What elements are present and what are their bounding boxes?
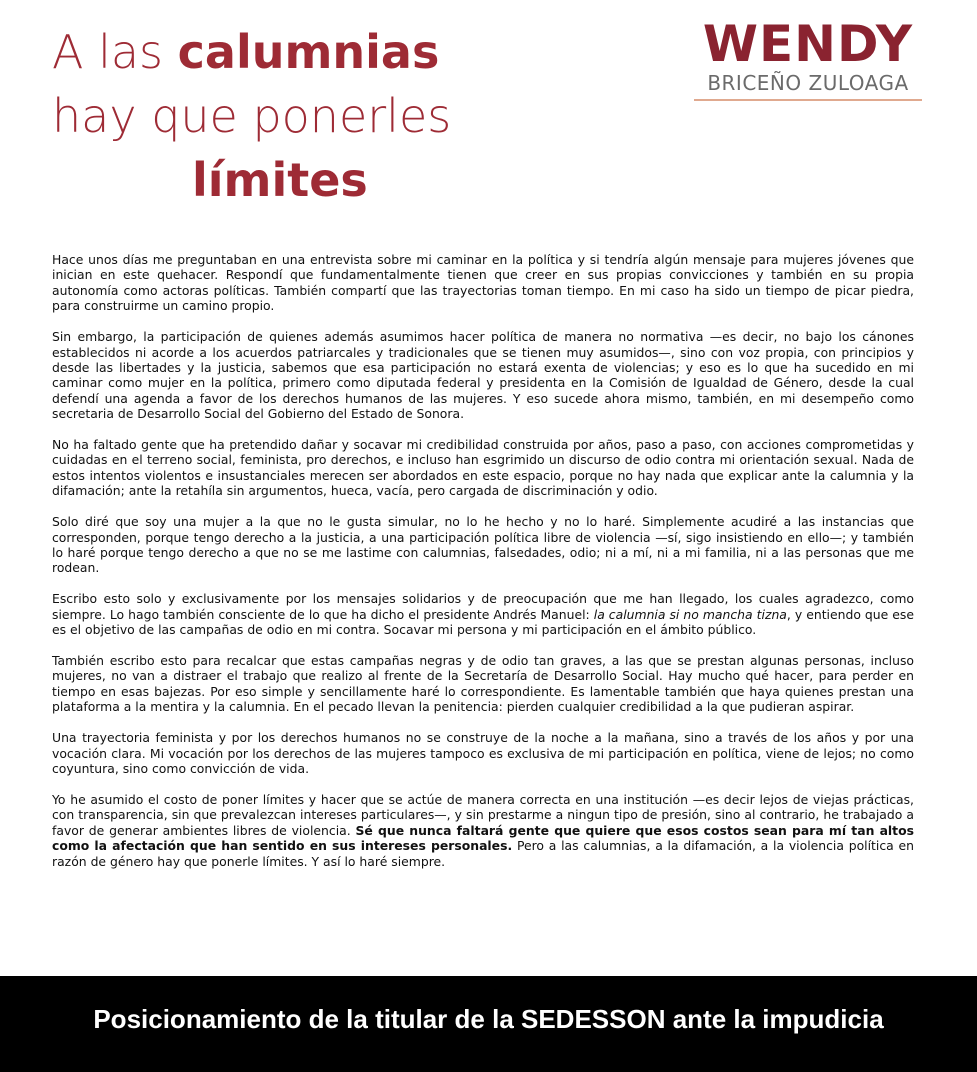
letter-body [52, 252, 914, 884]
paragraph-5-text-end: , y entiendo que ese es el objetivo de las campañas de odio en mi contra. Socavar mi persona y mi participación en el ámbito público. [52, 606, 914, 638]
paragraph-5 [52, 591, 914, 637]
brand-name: WENDY [702, 15, 914, 73]
caption-text: Posicionamiento de la titular de la SEDESSON ante la impudicia [93, 1003, 884, 1034]
paragraph-7: Una trayectoria feminista y por los derechos humanos no se construye de la noche a la mañana, sino a través de los años y por una vocación clara. Mi vocación por los derechos de las mujeres tampoco es exclusiva de mi participación en política, viene de lejos; no como coyuntura, sino como convicción de vida. [52, 730, 914, 776]
paragraph-1: Hace unos días me preguntaban en una entrevista sobre mi caminar en la política y si tendría algún mensaje para mujeres jóvenes que inician en este quehacer. Respondí que fundamentalmente tienen que creer en sus propias convicciones y también en su propia autonomía como actoras políticas. También compartí que las trayectorias toman tiempo. En mi caso ha sido un tiempo de picar piedra, para construirme un camino propio. [52, 252, 914, 314]
paragraph-8-bold: Sé que nunca faltará gente que quiere que esos costos sean para mí tan altos como la afectación que han sentido en sus intereses personales. [52, 822, 914, 854]
headline-line-1 [52, 20, 532, 84]
brand-logo [692, 15, 924, 101]
paragraph-5-text: Escribo esto solo y exclusivamente por los mensajes solidarios y de preocupación que me han llegado, los cuales agradezco, como siempre. Lo hago también consciente de lo que ha dicho el presidente Andrés Manuel: [52, 591, 914, 622]
paragraph-8-text-end: Pero a las calumnias, a la difamación, a la violencia política en razón de género hay que ponerle límites. Y así lo haré siempre. [52, 838, 915, 869]
headline-line-2: hay que ponerles [52, 89, 452, 143]
quote-italic: la calumnia si no mancha tizna [593, 606, 787, 622]
headline [52, 20, 532, 212]
headline-emphasis: calumnias [177, 25, 440, 79]
headline-emphasis-2: límites [192, 153, 368, 207]
paragraph-8-text: Yo he asumido el costo de poner límites y hacer que se actúe de manera correcta en una institución —es decir lejos de viejas prácticas, con transparencia, sin que prevalezcan intereses particulares—, y sin prestarme a ningun tipo de presión, sino al contrario, he trabajado a favor de generar ambientes libres de violencia. [52, 791, 914, 838]
caption-bar [0, 976, 977, 1072]
brand-subname: BRICEÑO ZULOAGA [694, 70, 922, 101]
paragraph-8 [52, 792, 914, 869]
headline-part: A las [52, 25, 178, 79]
paragraph-6: También escribo esto para recalcar que estas campañas negras y de odio tan graves, a las que se prestan algunas personas, incluso mujeres, no van a distraer el trabajo que realizo al frente de la Secretaría de Desarrollo Social. Hay mucho qué hacer, para perder en tiempo en esas bajezas. Por eso simple y sencillamente haré lo correspondiente. Es lamentable también que haya quienes prestan una plataforma a la mentira y la calumnia. En el pecado llevan la penitencia: pierden cualquier credibilidad a la que pudieran aspirar. [52, 653, 914, 715]
paragraph-2: Sin embargo, la participación de quienes además asumimos hacer política de manera no normativa —es decir, no bajo los cánones establecidos ni acorde a los acuerdos patriarcales y tradicionales que se tienen muy asumidos—, sino con voz propia, con principios y desde las libertades y la justicia, sabemos que esa participación no estará exenta de violencias; y eso es lo que ha sucedido en mi caminar como mujer en la política, primero como diputada federal y presidenta en la Comisión de Igualdad de Género, desde la cual defendí una agenda a favor de los derechos humanos de las mujeres. Y eso sucede ahora mismo, también, en mi desempeño como secretaria de Desarrollo Social del Gobierno del Estado de Sonora. [52, 329, 914, 422]
headline-line-3 [52, 148, 532, 212]
paragraph-4: Solo diré que soy una mujer a la que no le gusta simular, no lo he hecho y no lo haré. Simplemente acudiré a las instancias que corresponden, porque tengo derecho a la justicia, a una participación política libre de violencia —sí, sigo insistiendo en ello—; y también lo haré porque tengo derecho a que no se me lastime con calumnias, falsedades, odio; ni a mí, ni a mi familia, ni a las personas que me rodean. [52, 514, 914, 576]
paragraph-3: No ha faltado gente que ha pretendido dañar y socavar mi credibilidad construida por años, paso a paso, con acciones comprometidas y cuidadas en el terreno social, feminista, pro derechos, e incluso han esgrimido un discurso de odio contra mi orientación sexual. Nada de estos intentos violentos e insustanciales merecen ser abordados en este espacio, porque no hay nada que explicar ante la calumnia y la difamación; ante la retahíla sin argumentos, hueca, vacía, pero cargada de discriminación y odio. [52, 437, 914, 499]
